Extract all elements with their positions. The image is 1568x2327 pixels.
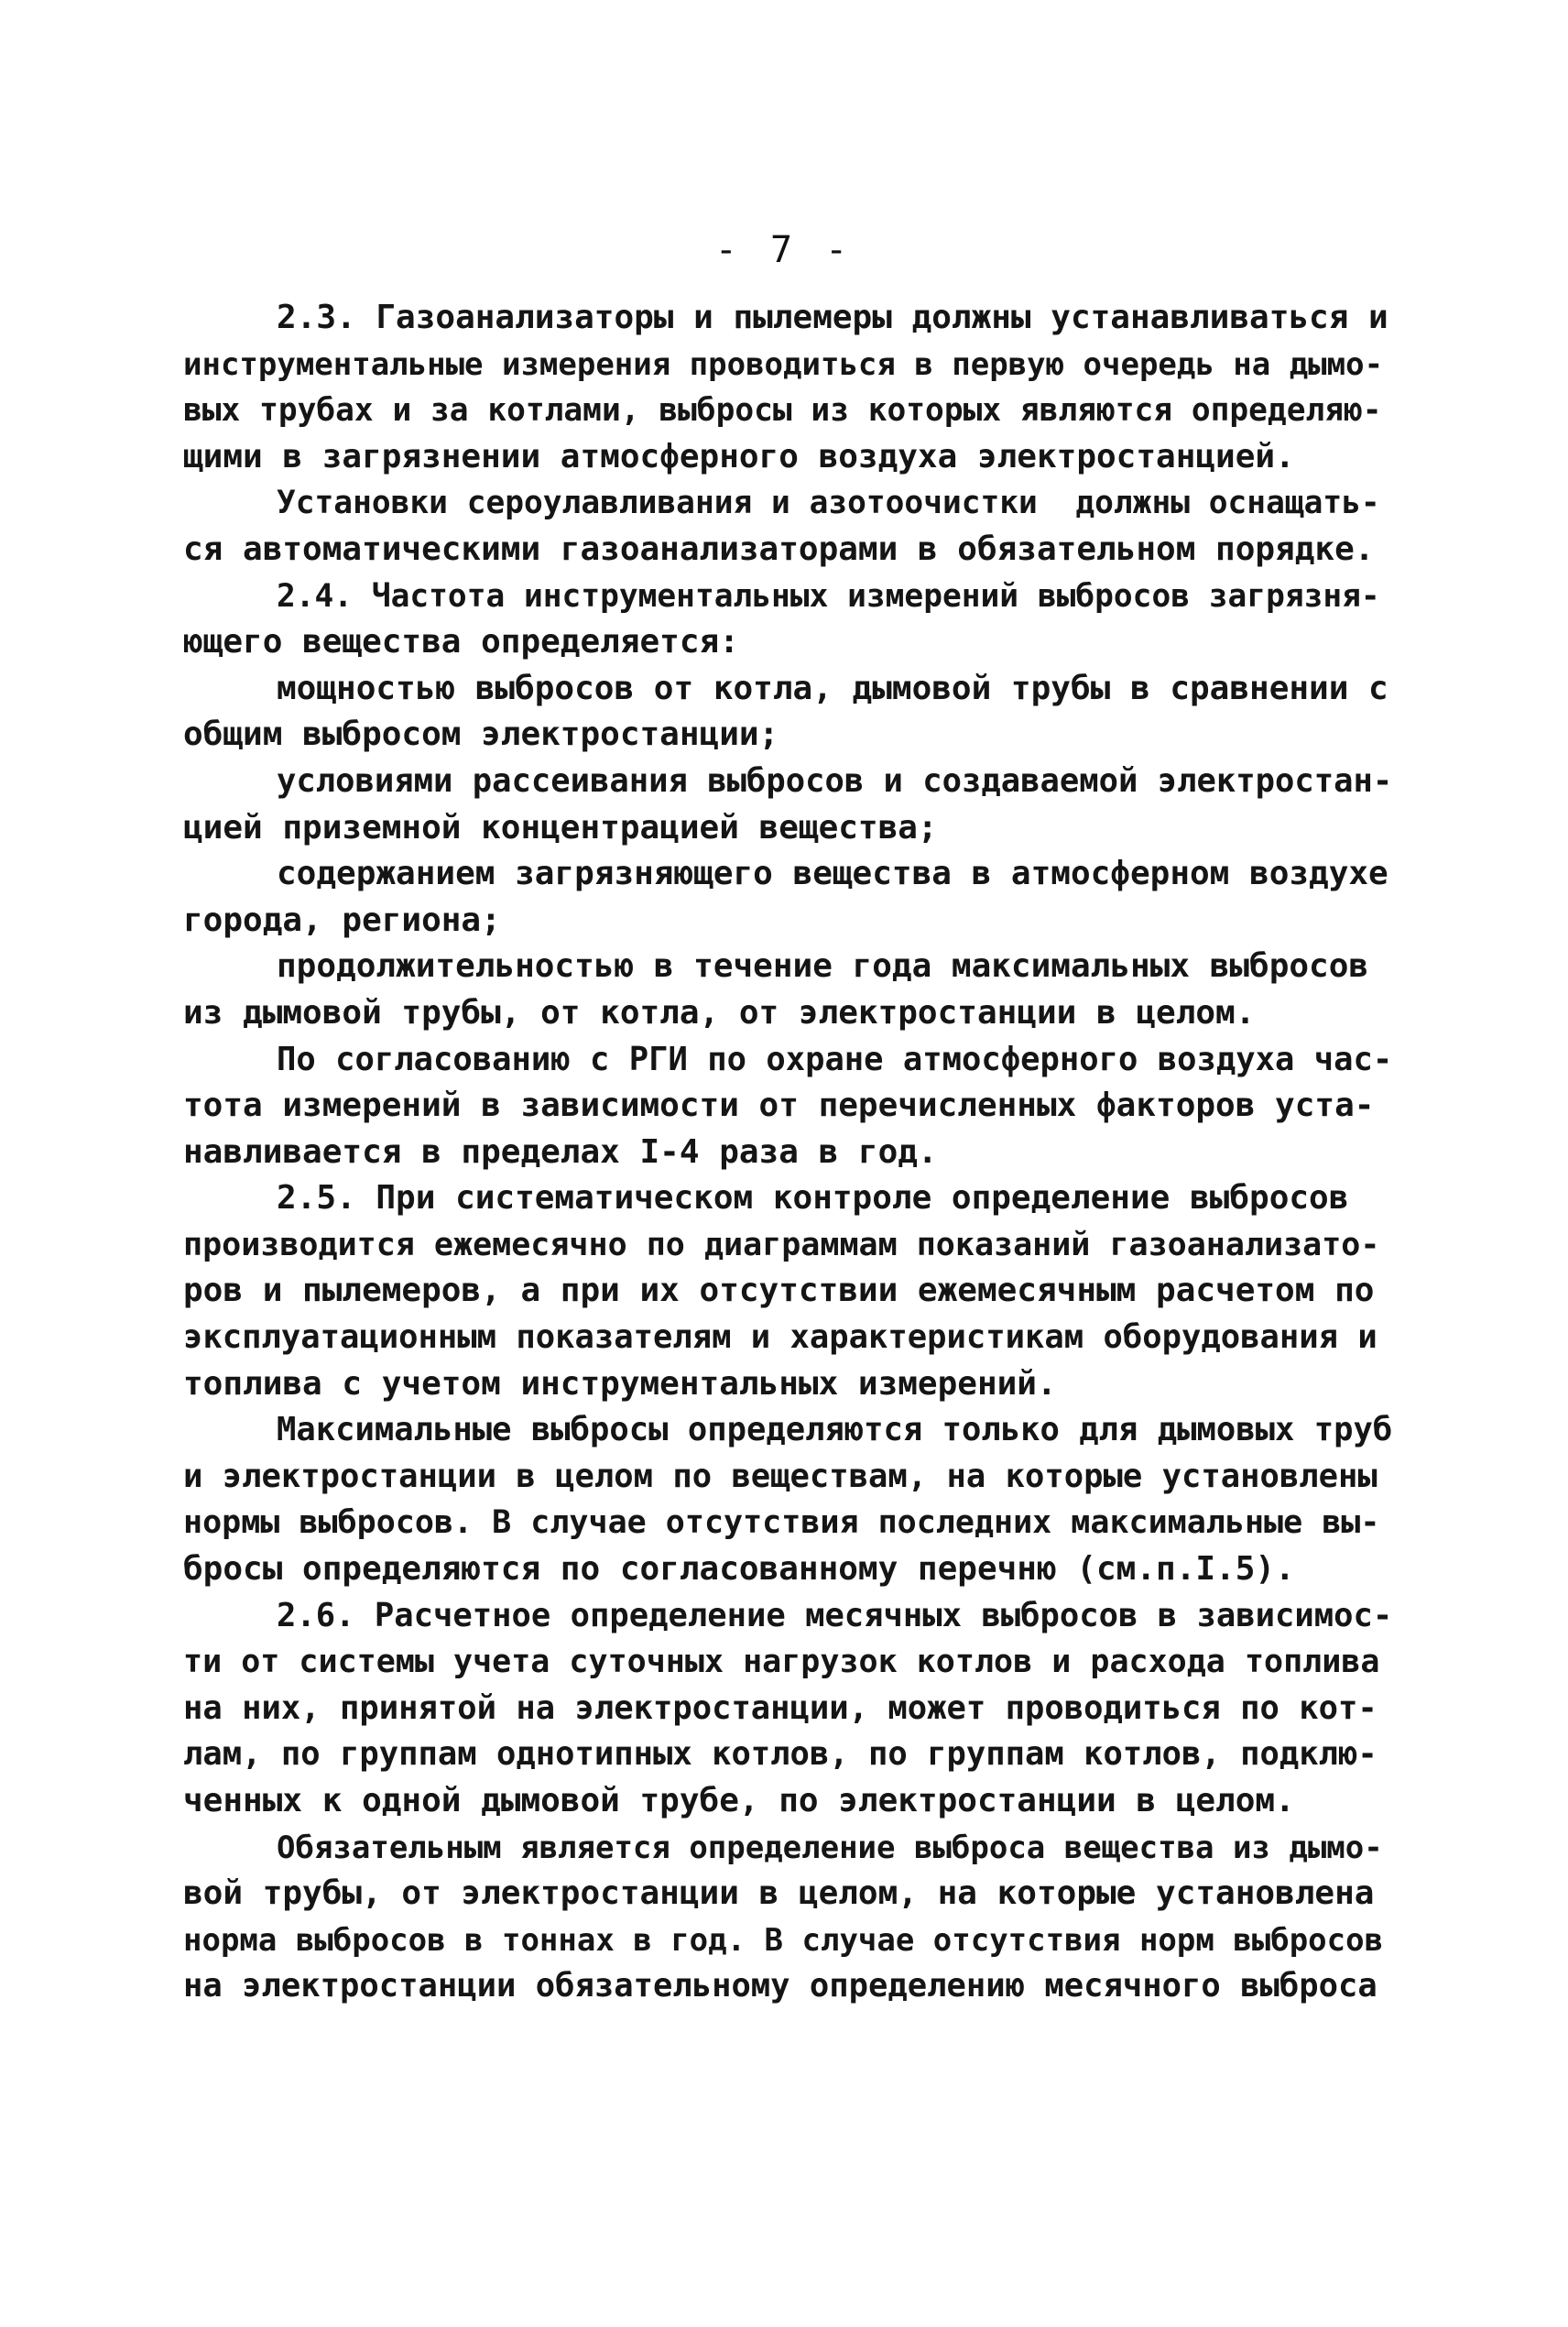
text-line: 2.5. При систематическом контроле определение выбросов <box>277 1179 1349 1218</box>
text-line: на электростанции обязательному определению месячного выброса <box>183 1967 1377 2005</box>
text-line: ющего вещества определяется: <box>183 623 739 661</box>
text-line: ся автоматическими газоанализаторами в обязательном порядке. <box>183 530 1375 568</box>
body-text <box>183 295 1392 2010</box>
text-line: на них, принятой на электростанции, может проводиться по кот- <box>183 1688 1377 1727</box>
text-line: содержанием загрязняющего вещества в атмосферном воздухе <box>277 855 1388 893</box>
text-line: инструментальные измерения проводиться в первую очередь на дымо- <box>183 345 1384 383</box>
text-line: общим выбросом электростанции; <box>183 716 779 754</box>
page-number: - 7 - <box>714 229 854 271</box>
text-line: ченных к одной дымовой трубе, по электростанции в целом. <box>183 1782 1295 1819</box>
text-line: вой трубы, от электростанции в целом, на которые установлена <box>183 1874 1375 1913</box>
text-line: Установки сероулавливания и азотоочистки должны оснащать- <box>277 485 1380 522</box>
text-line: и электростанции в целом по веществам, на которые установлены <box>183 1457 1377 1495</box>
text-line: ти от системы учета суточных нагрузок котлов и расхода топлива <box>183 1644 1380 1681</box>
text-line: Обязательным является определение выброса вещества из дымо- <box>277 1829 1383 1866</box>
text-line: лам, по группам однотипных котлов, по группам котлов, подклю- <box>183 1735 1377 1774</box>
text-line: навливается в пределах I-4 раза в год. <box>183 1132 938 1171</box>
text-line: города, региона; <box>183 901 501 939</box>
text-line: 2.4. Частота инструментальных измерений выбросов загрязня- <box>277 577 1380 615</box>
text-line: бросы определяются по согласованному перечню (см.п.I.5). <box>183 1550 1295 1589</box>
text-line: мощностью выбросов от котла, дымовой трубы в сравнении с <box>277 669 1388 707</box>
text-line: эксплуатационным показателям и характеристикам оборудования и <box>183 1318 1377 1357</box>
text-line: Максимальные выбросы определяются только для дымовых труб <box>277 1411 1392 1449</box>
text-line: условиями рассеивания выбросов и создаваемой электростан- <box>277 761 1392 800</box>
text-line: щими в загрязнении атмосферного воздуха электростанцией. <box>183 437 1295 475</box>
text-line: вых трубах и за котлами, выбросы из которых являются определяю- <box>183 392 1382 430</box>
text-line: топлива с учетом инструментальных измерений. <box>183 1364 1057 1403</box>
text-line: цией приземной концентрацией вещества; <box>183 808 938 847</box>
text-line: нормы выбросов. В случае отсутствия последних максимальные вы- <box>183 1504 1380 1542</box>
text-line: производится ежемесячно по диаграммам показаний газоанализато- <box>183 1226 1380 1263</box>
text-line: норма выбросов в тоннах в год. В случае отсутствия норм выбросов <box>183 1921 1384 1959</box>
text-line: из дымовой трубы, от котла, от электростанции в целом. <box>183 993 1256 1032</box>
text-line: По согласованию с РГИ по охране атмосферного воздуха час- <box>277 1040 1392 1078</box>
text-line: ров и пылемеров, а при их отсутствии ежемесячным расчетом по <box>183 1272 1375 1310</box>
text-line: 2.3. Газоанализаторы и пылемеры должны устанавливаться и <box>277 299 1388 336</box>
text-line: продолжительностью в течение года максимальных выбросов <box>277 947 1369 986</box>
text-line: тота измерений в зависимости от перечисленных факторов уста- <box>183 1087 1375 1125</box>
text-line: 2.6. Расчетное определение месячных выбросов в зависимос- <box>277 1596 1392 1634</box>
